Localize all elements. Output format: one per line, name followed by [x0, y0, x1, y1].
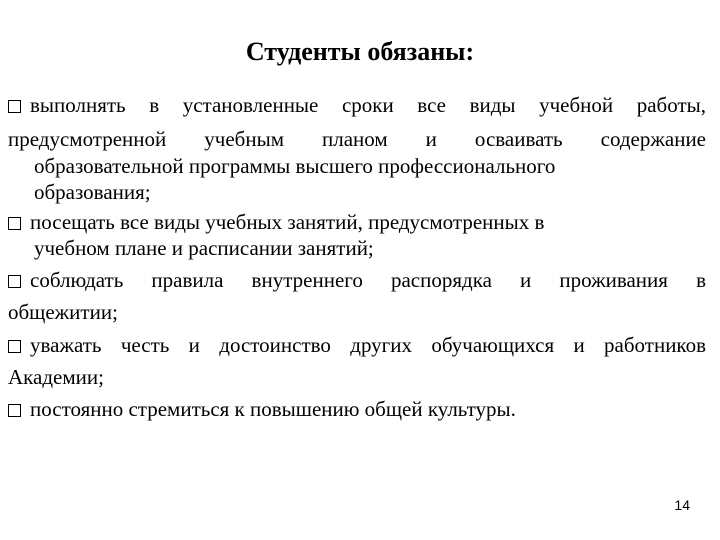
list-item-1-line-1: выполнять в установленные сроки все виды учебной работы, [8, 90, 706, 120]
checkbox-bullet-icon [8, 340, 21, 353]
slide-title: Студенты обязаны: [245, 37, 475, 66]
list-item-3-line-1: соблюдать правила внутреннего распорядка и проживания в [8, 265, 706, 295]
list-item-2-line-1: посещать все виды учебных занятий, предусмотренных в [8, 207, 706, 237]
checkbox-bullet-icon [8, 275, 21, 288]
list-item-1-line-2: предусмотренной учебным планом и осваивать содержание [8, 127, 706, 151]
checkbox-bullet-icon [8, 404, 21, 417]
checkbox-bullet-icon [8, 100, 21, 113]
list-item-2-line-2: учебном плане и расписании занятий; [34, 236, 374, 260]
list-item-1-line-4: образования; [34, 180, 151, 204]
list-item-1-line-3: образовательной программы высшего профессионального [34, 154, 556, 178]
page-number: 14 [674, 497, 690, 513]
list-item-5-line-1: постоянно стремиться к повышению общей культуры. [8, 394, 706, 424]
list-item-3-line-2: общежитии; [8, 300, 118, 324]
list-item-4-line-1: уважать честь и достоинство других обучающихся и работников [8, 330, 706, 360]
checkbox-bullet-icon [8, 217, 21, 230]
list-item-4-line-2: Академии; [8, 365, 104, 389]
